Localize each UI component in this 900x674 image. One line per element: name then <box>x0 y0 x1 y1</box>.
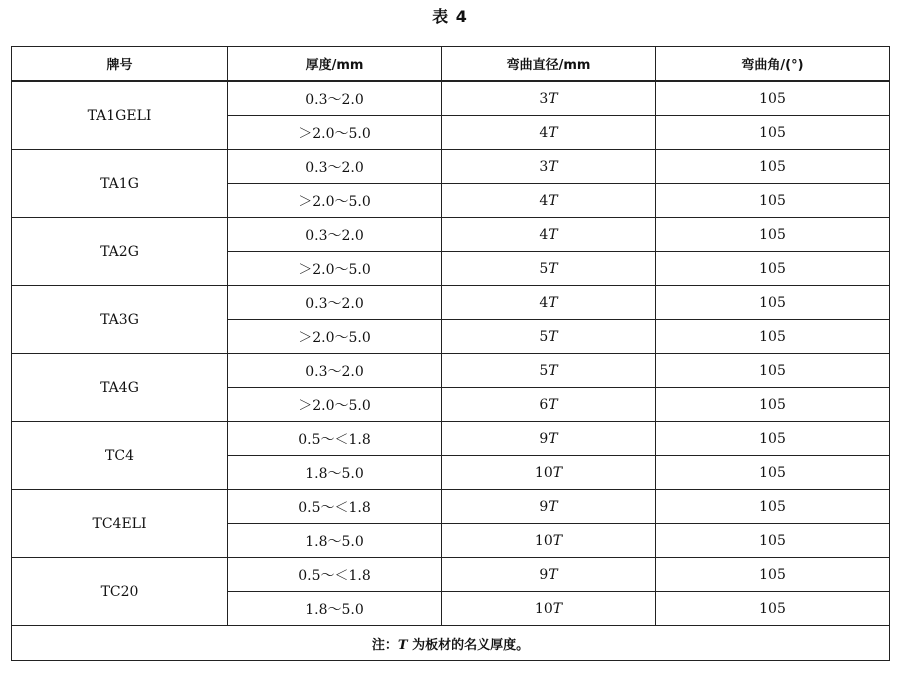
thickness-cell: 1.8～5.0 <box>228 592 442 626</box>
grade-cell: TC4 <box>12 422 228 490</box>
bend-angle-cell: 105 <box>656 184 890 218</box>
bend-diameter-symbol: T <box>548 430 558 447</box>
bend-angle-cell: 105 <box>656 81 890 116</box>
table-row <box>12 422 890 456</box>
bend-diameter-cell <box>442 422 656 456</box>
note-text: 为板材的名义厚度。 <box>407 637 530 653</box>
table-row <box>12 218 890 252</box>
bend-diameter-cell <box>442 150 656 184</box>
bend-angle-cell: 105 <box>656 592 890 626</box>
bend-diameter-number: 5 <box>539 328 549 345</box>
bend-diameter-symbol: T <box>548 192 558 209</box>
bend-angle-cell: 105 <box>656 456 890 490</box>
note-prefix: 注： <box>371 637 398 653</box>
bend-diameter-symbol: T <box>548 226 558 243</box>
thickness-cell: ＞2.0～5.0 <box>228 184 442 218</box>
bend-angle-cell: 105 <box>656 150 890 184</box>
grade-cell: TA1G <box>12 150 228 218</box>
table-row <box>12 150 890 184</box>
table-row <box>12 490 890 524</box>
bend-diameter-cell <box>442 320 656 354</box>
bend-diameter-cell <box>442 524 656 558</box>
thickness-cell: ＞2.0～5.0 <box>228 252 442 286</box>
bend-angle-cell: 105 <box>656 524 890 558</box>
bend-angle-cell: 105 <box>656 116 890 150</box>
thickness-cell: 0.5～＜1.8 <box>228 558 442 592</box>
table-body <box>12 81 890 626</box>
thickness-cell: 0.3～2.0 <box>228 218 442 252</box>
thickness-cell: 0.3～2.0 <box>228 150 442 184</box>
bend-diameter-number: 5 <box>539 260 549 277</box>
bend-diameter-cell <box>442 218 656 252</box>
bend-angle-cell: 105 <box>656 490 890 524</box>
grade-cell: TA3G <box>12 286 228 354</box>
bend-angle-cell: 105 <box>656 558 890 592</box>
thickness-cell: 0.3～2.0 <box>228 81 442 116</box>
thickness-cell: 0.3～2.0 <box>228 286 442 320</box>
bend-diameter-symbol: T <box>552 600 563 617</box>
bend-angle-cell: 105 <box>656 354 890 388</box>
thickness-cell: 0.5～＜1.8 <box>228 422 442 456</box>
thickness-cell: ＞2.0～5.0 <box>228 388 442 422</box>
table-title: 表 4 <box>432 7 468 26</box>
bend-diameter-cell <box>442 354 656 388</box>
bend-diameter-number: 9 <box>539 498 549 515</box>
bend-angle-cell: 105 <box>656 218 890 252</box>
thickness-cell: ＞2.0～5.0 <box>228 320 442 354</box>
bend-diameter-symbol: T <box>548 328 558 345</box>
bend-diameter-cell <box>442 116 656 150</box>
bend-diameter-number: 5 <box>539 362 549 379</box>
bend-diameter-number: 3 <box>539 90 549 107</box>
bend-diameter-number: 4 <box>539 192 549 209</box>
thickness-cell: 1.8～5.0 <box>228 524 442 558</box>
bend-diameter-number: 10 <box>534 532 553 549</box>
table-note <box>12 626 890 661</box>
grade-cell: TA1GELI <box>12 81 228 150</box>
bend-diameter-number: 4 <box>539 294 549 311</box>
note-symbol: T <box>397 637 408 653</box>
grade-cell: TC4ELI <box>12 490 228 558</box>
header-bend-angle: 弯曲角/(°) <box>656 47 890 82</box>
bend-diameter-number: 3 <box>539 158 549 175</box>
bend-diameter-symbol: T <box>552 532 563 549</box>
bend-diameter-number: 4 <box>539 226 549 243</box>
bend-diameter-symbol: T <box>548 158 558 175</box>
bend-diameter-number: 6 <box>539 396 549 413</box>
bend-test-table <box>11 46 890 661</box>
bend-diameter-number: 10 <box>534 600 553 617</box>
header-grade: 牌号 <box>12 47 228 82</box>
bend-diameter-symbol: T <box>548 498 558 515</box>
bend-diameter-cell <box>442 286 656 320</box>
bend-diameter-cell <box>442 558 656 592</box>
note-row <box>12 626 890 661</box>
thickness-cell: ＞2.0～5.0 <box>228 116 442 150</box>
thickness-cell: 1.8～5.0 <box>228 456 442 490</box>
bend-angle-cell: 105 <box>656 252 890 286</box>
bend-diameter-number: 10 <box>534 464 553 481</box>
bend-diameter-symbol: T <box>552 464 563 481</box>
bend-diameter-symbol: T <box>548 362 558 379</box>
bend-diameter-number: 4 <box>539 124 549 141</box>
bend-diameter-symbol: T <box>548 124 558 141</box>
grade-cell: TA4G <box>12 354 228 422</box>
bend-diameter-symbol: T <box>548 90 558 107</box>
grade-cell: TA2G <box>12 218 228 286</box>
bend-diameter-symbol: T <box>548 566 558 583</box>
header-bend-diameter: 弯曲直径/mm <box>442 47 656 82</box>
bend-diameter-symbol: T <box>548 260 558 277</box>
table-row <box>12 558 890 592</box>
thickness-cell: 0.5～＜1.8 <box>228 490 442 524</box>
table-row <box>12 286 890 320</box>
bend-diameter-cell <box>442 388 656 422</box>
bend-diameter-cell <box>442 184 656 218</box>
header-thickness: 厚度/mm <box>228 47 442 82</box>
bend-diameter-number: 9 <box>539 566 549 583</box>
table-row <box>12 81 890 116</box>
bend-angle-cell: 105 <box>656 422 890 456</box>
thickness-cell: 0.3～2.0 <box>228 354 442 388</box>
bend-angle-cell: 105 <box>656 388 890 422</box>
table-row <box>12 354 890 388</box>
grade-cell: TC20 <box>12 558 228 626</box>
bend-diameter-cell <box>442 490 656 524</box>
header-row <box>12 47 890 82</box>
bend-diameter-cell <box>442 592 656 626</box>
bend-diameter-cell <box>442 81 656 116</box>
bend-diameter-symbol: T <box>548 396 558 413</box>
bend-angle-cell: 105 <box>656 286 890 320</box>
bend-diameter-cell <box>442 456 656 490</box>
bend-diameter-symbol: T <box>548 294 558 311</box>
bend-diameter-number: 9 <box>539 430 549 447</box>
bend-angle-cell: 105 <box>656 320 890 354</box>
bend-diameter-cell <box>442 252 656 286</box>
